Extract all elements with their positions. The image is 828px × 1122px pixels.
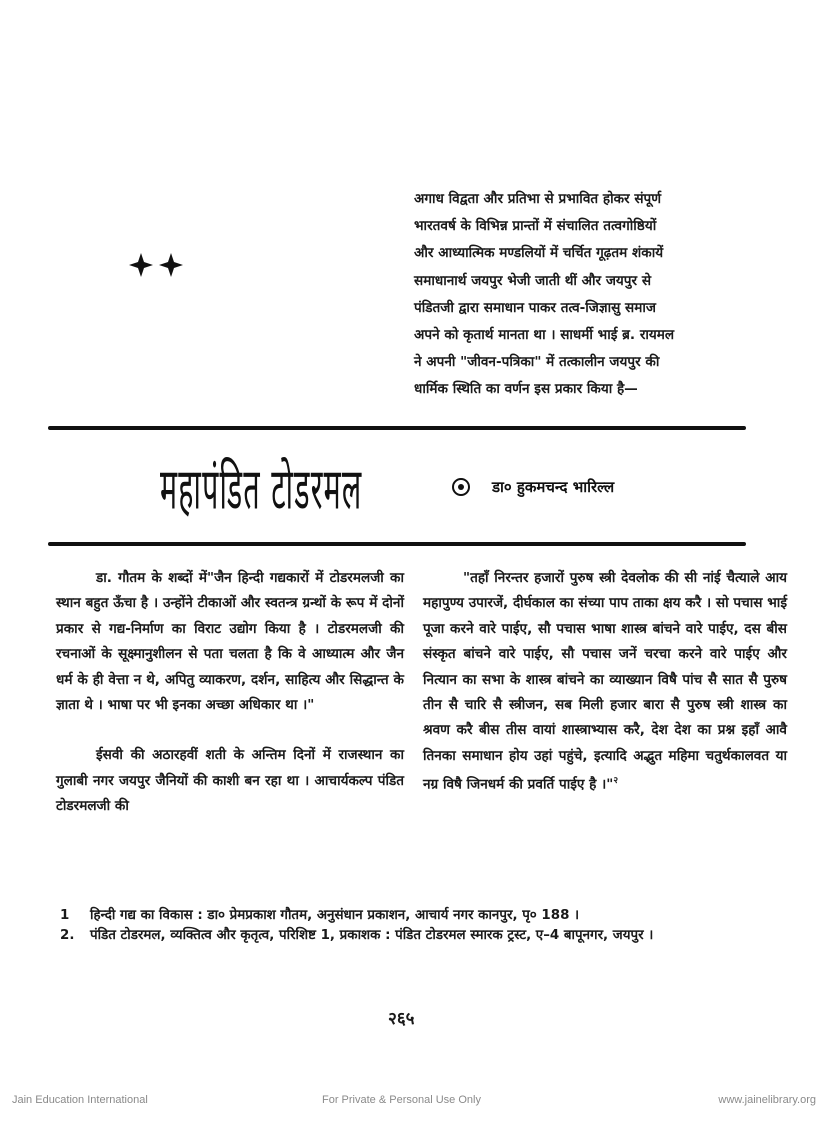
- footnote-ref: २: [613, 776, 619, 787]
- footnote-text: हिन्दी गद्य का विकास : डा० प्रेमप्रकाश गौतम, अनुसंधान प्रकाशन, आचार्य नगर कानपुर, पृ० 188 ।: [90, 908, 580, 923]
- diamond-ornament-icon: [128, 252, 154, 278]
- top-rule-divider: [48, 426, 746, 430]
- bullseye-icon: [452, 478, 470, 496]
- footnote-item: [60, 906, 780, 926]
- intro-line: अगाध विद्वता और प्रतिभा से प्रभावित होकर संपूर्ण: [414, 191, 662, 207]
- quote-paragraph: [423, 566, 787, 798]
- footnote-text: पंडित टोडरमल, व्यक्तित्व और कृतृत्व, परिशिष्ट 1, प्रकाशक : पंडित टोडरमल स्मारक ट्रस्ट, ए–4 बापूनगर, जयपुर ।: [90, 928, 654, 943]
- footnote-item: [60, 926, 780, 946]
- page-number: २६५: [388, 1009, 415, 1029]
- intro-line: धार्मिक स्थिति का वर्णन इस प्रकार किया है—: [414, 381, 638, 398]
- body-paragraph: ईसवी की अठारहवीं शती के अन्तिम दिनों में राजस्थान का गुलाबी नगर जयपुर जैनियों की काशी बन रहा था । आचार्यकल्प पंडित टोडरमलजी की: [56, 747, 404, 815]
- footer-publisher: Jain Education International: [12, 1094, 148, 1106]
- footer-website-link[interactable]: www.jainelibrary.org: [718, 1094, 816, 1106]
- title-block: [160, 452, 614, 522]
- footnotes: [60, 906, 780, 946]
- diamond-ornament-icon: [158, 252, 184, 278]
- quote-text: "तहाँ निरन्तर हजारों पुरुष स्त्री देवलोक की सी नांई चैत्याले आय महापुण्य उपारजें, दीर्घकाल का संच्या पाप ताका क्षय करै । सो पचास भाई पूजा करने वारे पाईए, सौ पचास भाषा शास्त्र बांचने वारे पाईए, दस बीस संस्कृत बांचने वारे पाईए, सौ पचास जनें चरचा करने वारे पाईए और नित्यान का सभा के शास्त्र बांचने का व्याख्यान विषै पांच सै सात सै पुरुष तीन सै चारि सै स्त्रीजन, सब मिली हजार बारा सै पुरुष स्त्री शास्त्र का श्रवण करै बीस तीस वायां शास्त्राभ्यास करै, देश देश का प्रश्न इहाँ आवै तिनका समाधान होय उहां पहुंचे, इत्यादि अद्भुत महिमा चतुर्थकालवत या नग्र विषै जिनधर्म की प्रवर्ति पाईए है ।": [423, 570, 787, 793]
- bottom-rule-divider: [48, 542, 746, 546]
- footer-usage-note: For Private & Personal Use Only: [322, 1094, 481, 1106]
- intro-line: ने अपनी "जीवन-पत्रिका" में तत्कालीन जयपुर की: [414, 354, 660, 371]
- right-column: [423, 566, 787, 798]
- ornament: [128, 252, 184, 278]
- footnote-number: 2.: [60, 928, 75, 943]
- intro-line: अपने को कृतार्थ मानता था । साधर्मी भाई ब्र. रायमल: [414, 327, 675, 344]
- intro-line: समाधानार्थ जयपुर भेजी जाती थीं और जयपुर से: [414, 272, 652, 289]
- left-column: [56, 566, 404, 820]
- body-paragraph: डा. गौतम के शब्दों में"जैन हिन्दी गद्यकारों में टोडरमलजी का स्थान बहुत ऊँचा है । उन्होंने टीकाओं और स्वतन्त्र ग्रन्थों के रूप में दोनों प्रकार से गद्य-निर्माण का विराट उद्योग किया है । टोडरमलजी की रचनाओं के सूक्ष्मानुशीलन से पता चलता है कि वे आध्यात्म और जैन धर्म के ही वेत्ता न थे, अपितु व्याकरण, दर्शन, साहित्य और सिद्धान्त के ज्ञाता थे । भाषा पर भी इनका अच्छा अधिकार था ।": [56, 570, 404, 714]
- author-name: डा० हुकमचन्द भारिल्ल: [492, 478, 615, 496]
- intro-line: भारतवर्ष के विभिन्न प्रान्तों में संचालित तत्वगोष्ठियों: [414, 218, 657, 235]
- page-title: महापंडित टोडरमल: [160, 454, 363, 522]
- intro-line: और आध्यात्मिक मण्डलियों में चर्चित गूढ़तम शंकायें: [414, 245, 664, 262]
- intro-paragraph: [414, 186, 786, 404]
- intro-line: पंडितजी द्वारा समाधान पाकर तत्व-जिज्ञासु समाज: [414, 299, 656, 316]
- footnote-number: 1: [60, 908, 70, 923]
